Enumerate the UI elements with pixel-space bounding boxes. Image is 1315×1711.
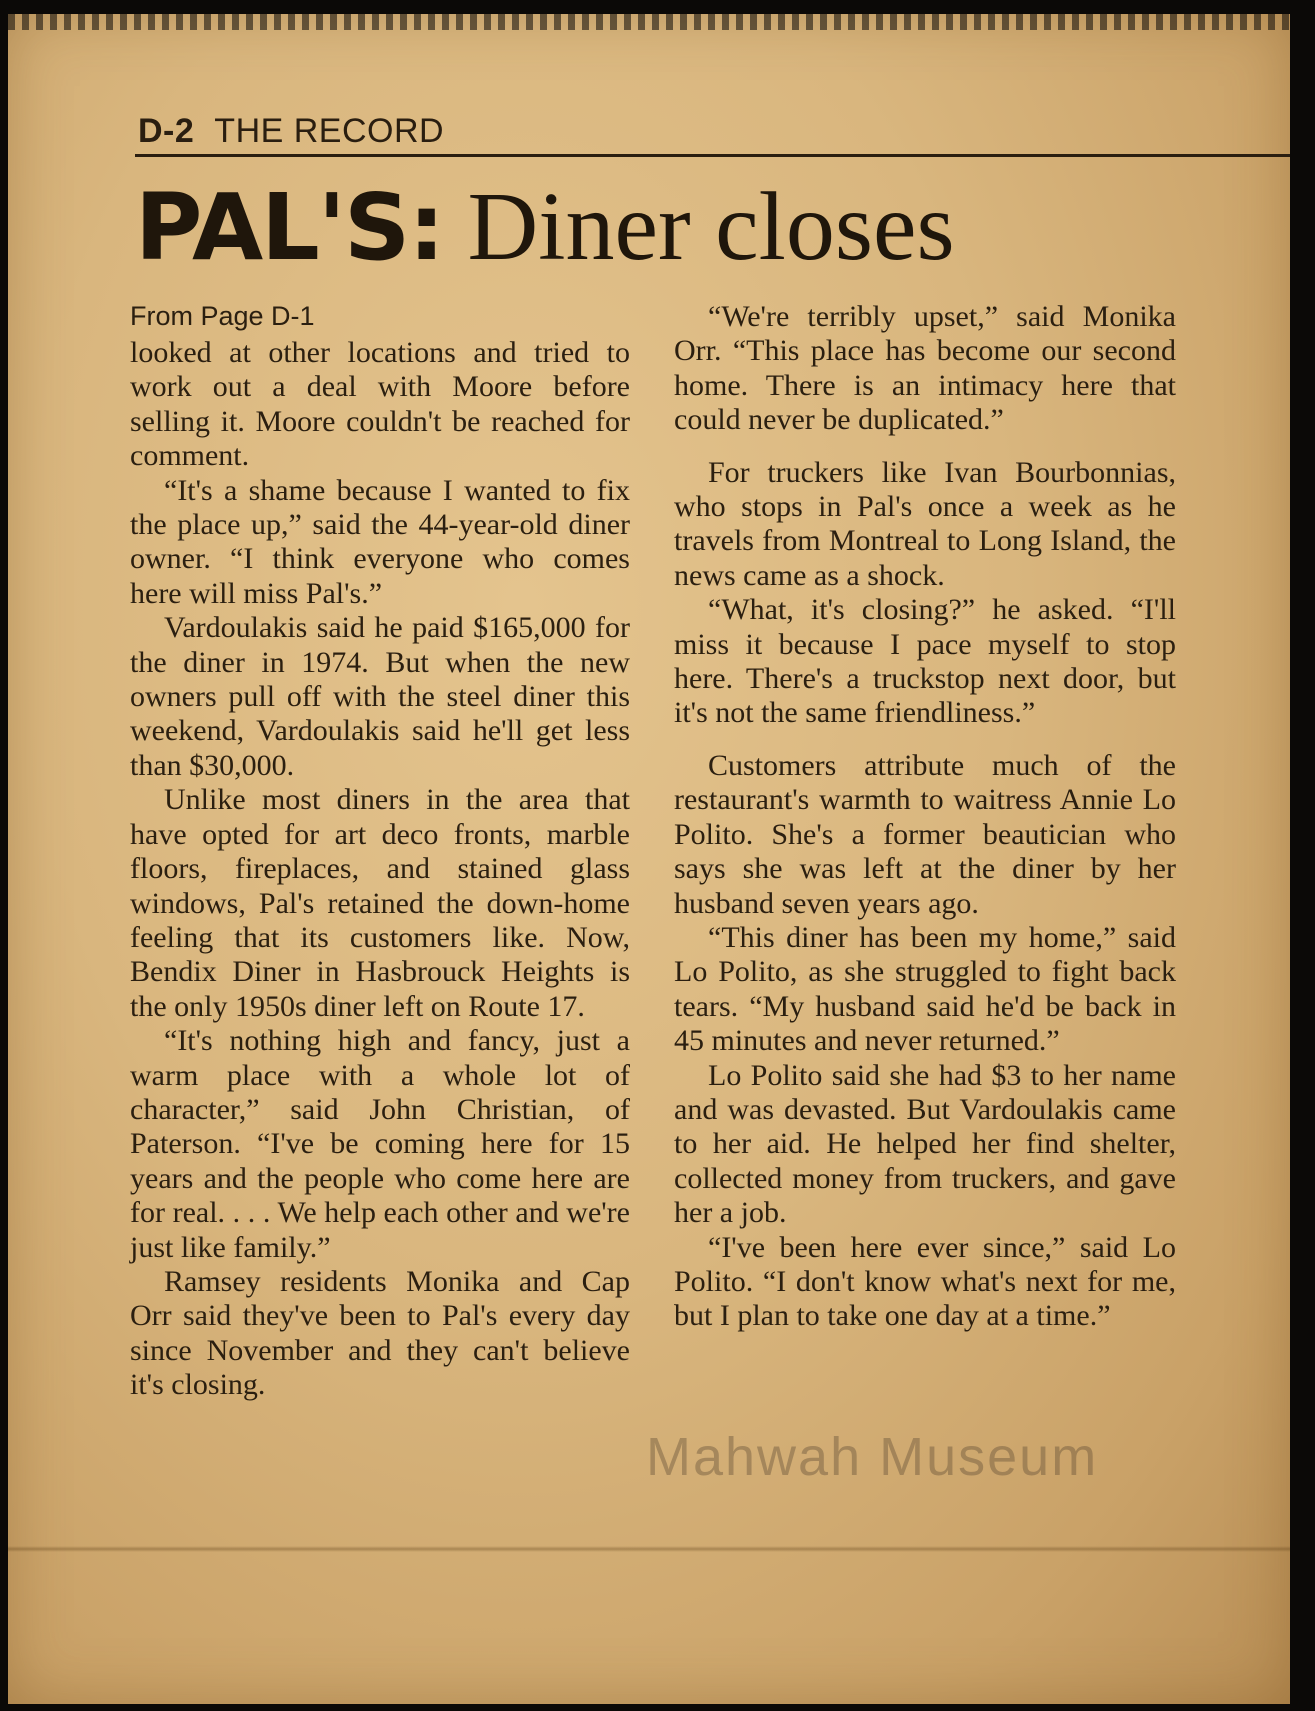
paragraph: Ramsey residents Monika and Cap Orr said they've been to Pal's every day since November and they can't believe it's closing.: [130, 1264, 630, 1402]
paragraph: “We're terribly upset,” said Monika Orr. “This place has become our second home. There is an intimacy here that could never be duplicated.”: [674, 300, 1176, 437]
headline: [135, 174, 955, 282]
paragraph: “It's nothing high and fancy, just a warm place with a whole lot of character,” said John Christian, of Paterson. “I've be coming here for 15 years and the people who come here are for real. . . . We help each other and we're just like family.”: [130, 1024, 630, 1264]
page-header: [138, 112, 444, 151]
paragraph: For truckers like Ivan Bourbonnias, who stops in Pal's once a week as he travels from Montreal to Long Island, the news came as a shock.: [674, 455, 1176, 592]
paragraph: “It's a shame because I wanted to fix the place up,” said the 44-year-old diner owner. “I think everyone who comes here will miss Pal's.”: [130, 473, 630, 610]
page-number: D-2: [138, 112, 195, 150]
museum-watermark: Mahwah Museum: [646, 1427, 1099, 1487]
paragraph: Unlike most diners in the area that have opted for art deco fronts, marble floors, fireplaces, and stained glass windows, Pal's retained the down-home feeling that its customers like. Now, Bendix Diner in Hasbrouck Heights is the only 1950s diner left on Route 17.: [130, 783, 630, 1023]
header-rule: [135, 154, 1290, 157]
headline-title: Diner closes: [467, 173, 955, 281]
left-column: [130, 300, 630, 1403]
column-spacer: [674, 731, 1176, 749]
headline-kicker: PAL'S:: [135, 174, 444, 281]
newspaper-name: THE RECORD: [214, 112, 445, 150]
paper-fold: [8, 1546, 1290, 1552]
paragraph: Lo Polito said she had $3 to her name and was devasted. But Vardoulakis came to her aid. He helped her find shelter, collected money from truckers, and gave her a job.: [674, 1058, 1176, 1230]
paragraph: “This diner has been my home,” said Lo Polito, as she struggled to fight back tears. “My husband said he'd be back in 45 minutes and never returned.”: [674, 920, 1176, 1058]
paragraph: Vardoulakis said he paid $165,000 for the diner in 1974. But when the new owners pull off with the steel diner this weekend, Vardoulakis said he'll get less than $30,000.: [130, 611, 630, 782]
paragraph: Customers attribute much of the restaurant's warmth to waitress Annie Lo Polito. She's a former beautician who says she was left at the diner by her husband seven years ago.: [674, 748, 1176, 920]
column-spacer: [674, 438, 1176, 456]
newspaper-clipping: [8, 14, 1290, 1704]
paragraph: “I've been here ever since,” said Lo Polito. “I don't know what's next for me, but I plan to take one day at a time.”: [674, 1230, 1176, 1333]
paragraph: “What, it's closing?” he asked. “I'll miss it because I pace myself to stop here. There's a truckstop next door, but it's not the same friendliness.”: [674, 593, 1176, 730]
right-column: [674, 300, 1176, 1334]
paragraph: looked at other locations and tried to work out a deal with Moore before selling it. Moore couldn't be reached for comment.: [130, 336, 630, 473]
jump-line: From Page D-1: [130, 301, 315, 331]
